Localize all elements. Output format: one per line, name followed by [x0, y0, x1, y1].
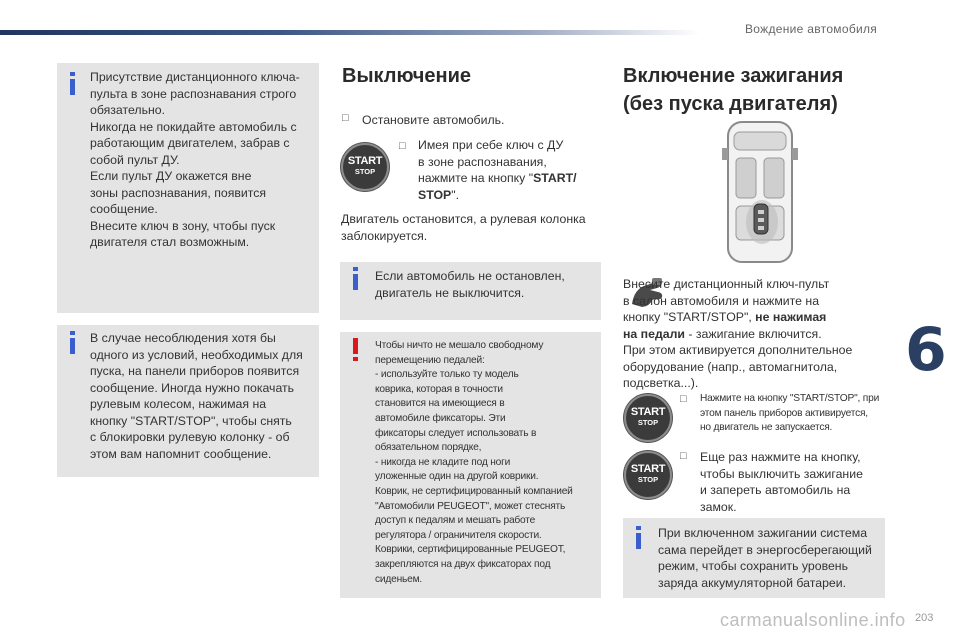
start-stop-button-icon: START STOP — [624, 394, 672, 442]
step-press-start-stop: Имея при себе ключ с ДУ в зоне распознавания, нажмите на кнопку "START/ STOP". — [418, 138, 577, 202]
bullet-icon: □ — [399, 140, 406, 152]
watermark: carmanualsonline.info — [720, 610, 906, 630]
step-stop-vehicle: Остановите автомобиль. — [362, 113, 505, 127]
engine-stop-paragraph: Двигатель остановится, а рулевая колонка заблокируется. — [341, 212, 586, 243]
info-box-steering-unlock-text: В случае несоблюдения хотя бы одного из условий, необходимых для пуска, на панели приборов появится сообщение. Иногда нужно покачать рулевым колесом, нажимая на кнопку "START/STOP", чтобы снять с блокировки рулевую колонку - об этом вам напомнит сообщение. — [90, 331, 303, 461]
info-icon — [70, 338, 75, 354]
info-box-key-presence-text: Присутствие дистанционного ключа- пульта в зоне распознавания строго обязательно. Никогда не покидайте автомобиль с работающим двигателем, забрав с собой пульт ДУ. Если пульт ДУ окажется вне зоны распознавания, появится сообщение. Внесите ключ в зону, чтобы пуск двигателя стал возможным. — [90, 70, 300, 249]
step-press-once: Нажмите на кнопку "START/STOP", при этом панель приборов активируется, но двигатель не запускается. — [700, 393, 880, 434]
section-heading-shutdown: Выключение — [342, 65, 472, 87]
section-title: Вождение автомобиля — [745, 22, 878, 36]
section-heading-ignition-on: Включение зажигания (без пуска двигателя) — [623, 65, 844, 115]
info-icon — [353, 274, 358, 290]
warning-box-floor-mats-text: Чтобы ничто не мешало свободному перемещению педалей: - используйте только ту модель коврика, которая в точности становится на имеющиеся в автомобиле фиксаторы. Эти фиксаторы следует использовать в обязательном порядке, - никогда не кладите под ноги уложенные один на другой коврики. Коврик, не сертифицированный компанией "Автомобили PEUGEOT", может стеснять доступ к педалям и мешать работе регулятора / ограничителя скорости. Коврики, сертифицированные PEUGEOT, закрепляются на двух фиксаторах под сиденьем. — [375, 340, 573, 585]
car-with-key-illustration — [722, 118, 798, 266]
bullet-icon: □ — [680, 393, 687, 405]
header-bar — [0, 30, 700, 35]
step-press-again: Еще раз нажмите на кнопку, чтобы выключить зажигание и запереть автомобиль на замок. — [700, 450, 863, 514]
warning-icon — [353, 338, 358, 354]
info-icon — [636, 533, 641, 549]
info-icon — [70, 79, 75, 95]
bullet-icon: □ — [342, 112, 349, 124]
chapter-number: 6 — [905, 315, 947, 385]
ignition-intro-paragraph: Внесите дистанционный ключ-пульт в салон автомобиля и нажмите на кнопку "START/STOP", не нажимая на педали - зажигание включится. При этом активируется дополнительное оборудование (напр., автомагнитола, подсветка...). — [623, 277, 853, 390]
bullet-icon: □ — [680, 450, 687, 462]
page-number: 203 — [915, 612, 934, 624]
start-stop-button-icon: START STOP — [341, 143, 389, 191]
info-box-not-stopped-text: Если автомобиль не остановлен, двигатель не выключится. — [375, 269, 565, 300]
info-box-energy-saving-text: При включенном зажигании система сама перейдет в энергосберегающий режим, чтобы сохранить уровень заряда аккумуляторной батареи. — [658, 526, 872, 590]
start-stop-button-icon: START STOP — [624, 451, 672, 499]
